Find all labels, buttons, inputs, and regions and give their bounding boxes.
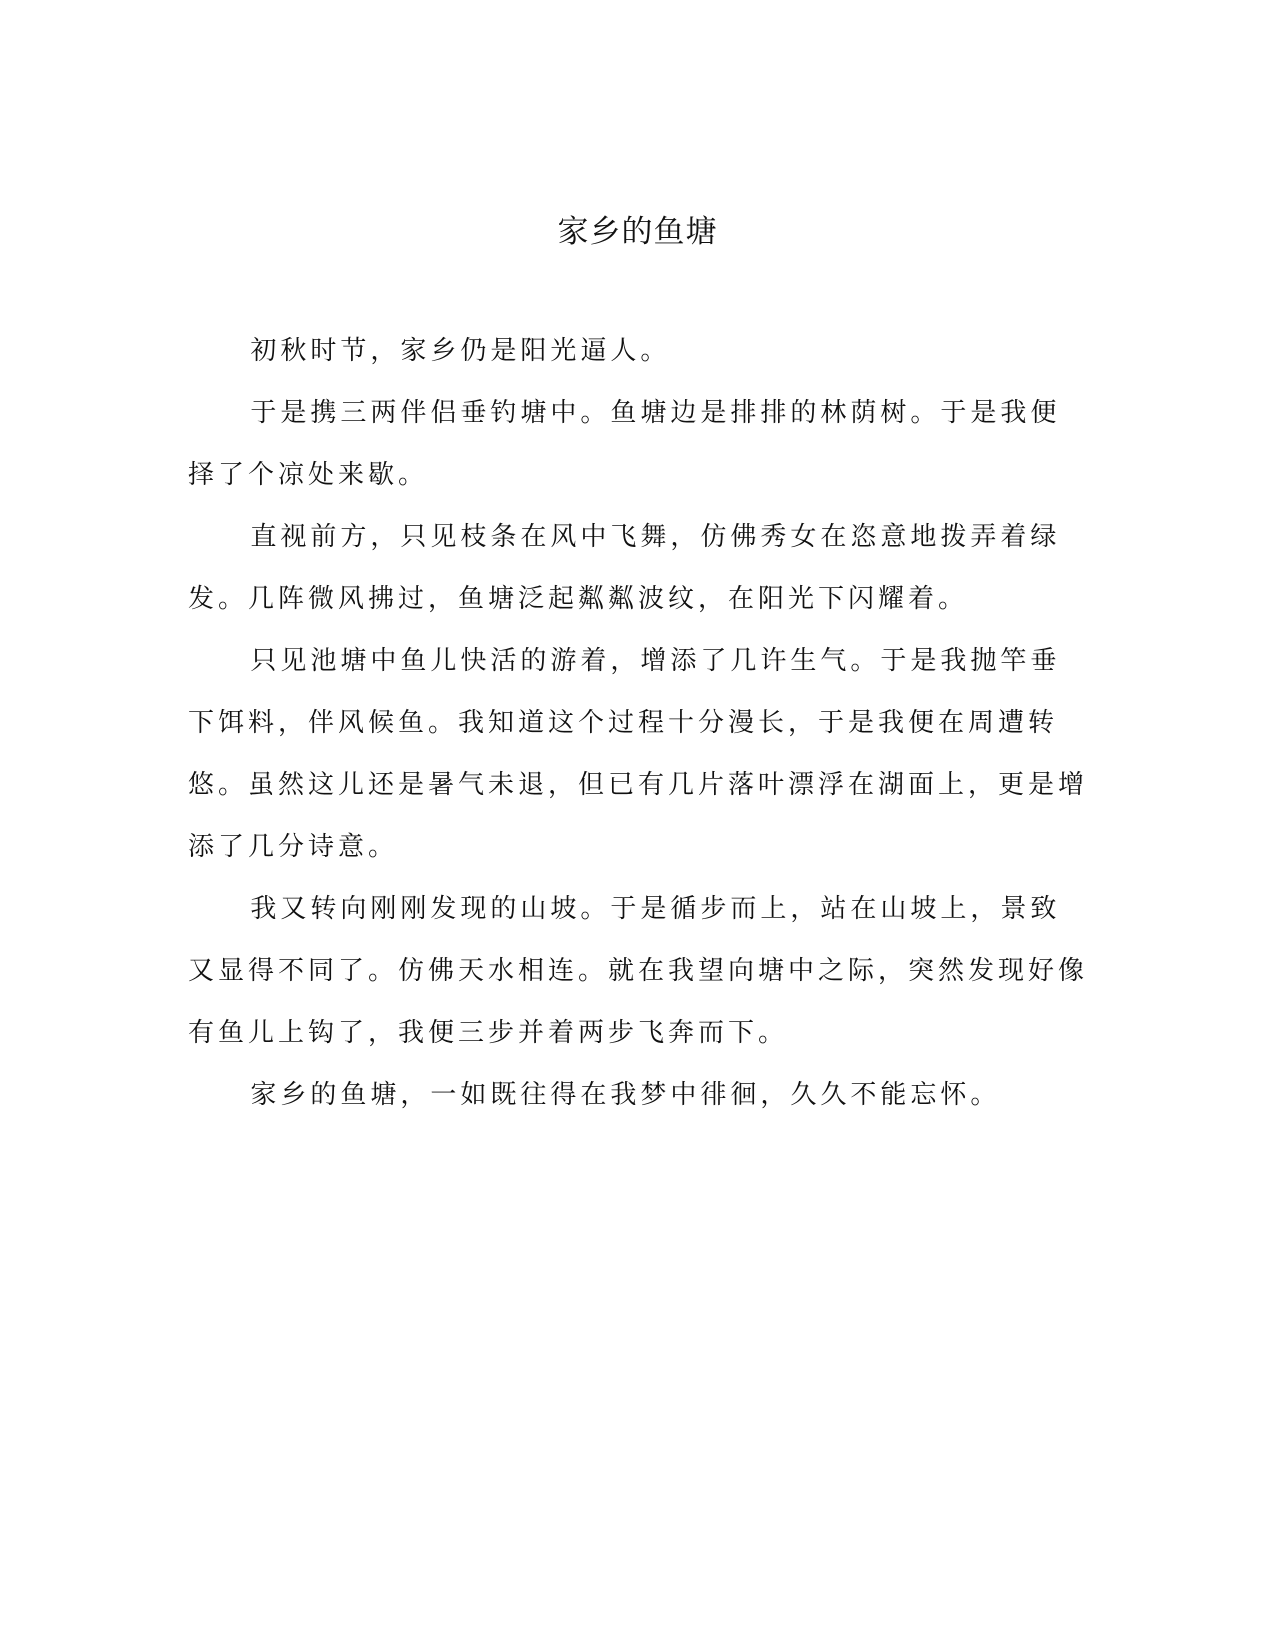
paragraph: 我又转向刚刚发现的山坡。于是循步而上，站在山坡上，景致又显得不同了。仿佛天水相连。就在我望向塘中之际，突然发现好像有鱼儿上钩了，我便三步并着两步飞奔而下。 [188, 894, 1089, 1048]
document-body [188, 320, 1088, 1126]
paragraph: 初秋时节，家乡仍是阳光逼人。 [250, 336, 671, 366]
paragraph: 只见池塘中鱼儿快活的游着，增添了几许生气。于是我抛竿垂下饵料，伴风候鱼。我知道这个过程十分漫长，于是我便在周遭转悠。虽然这儿还是暑气未退，但已有几片落叶漂浮在湖面上，更是增添了几分诗意。 [188, 646, 1089, 862]
paragraph: 直视前方，只见枝条在风中飞舞，仿佛秀女在恣意地拨弄着绿发。几阵微风拂过，鱼塘泛起粼粼波纹，在阳光下闪耀着。 [188, 522, 1061, 614]
paragraph: 家乡的鱼塘，一如既往得在我梦中徘徊，久久不能忘怀。 [250, 1080, 1001, 1110]
document-title: 家乡的鱼塘 [557, 214, 718, 250]
paragraph: 于是携三两伴侣垂钓塘中。鱼塘边是排排的林荫树。于是我便择了个凉处来歇。 [188, 398, 1061, 490]
